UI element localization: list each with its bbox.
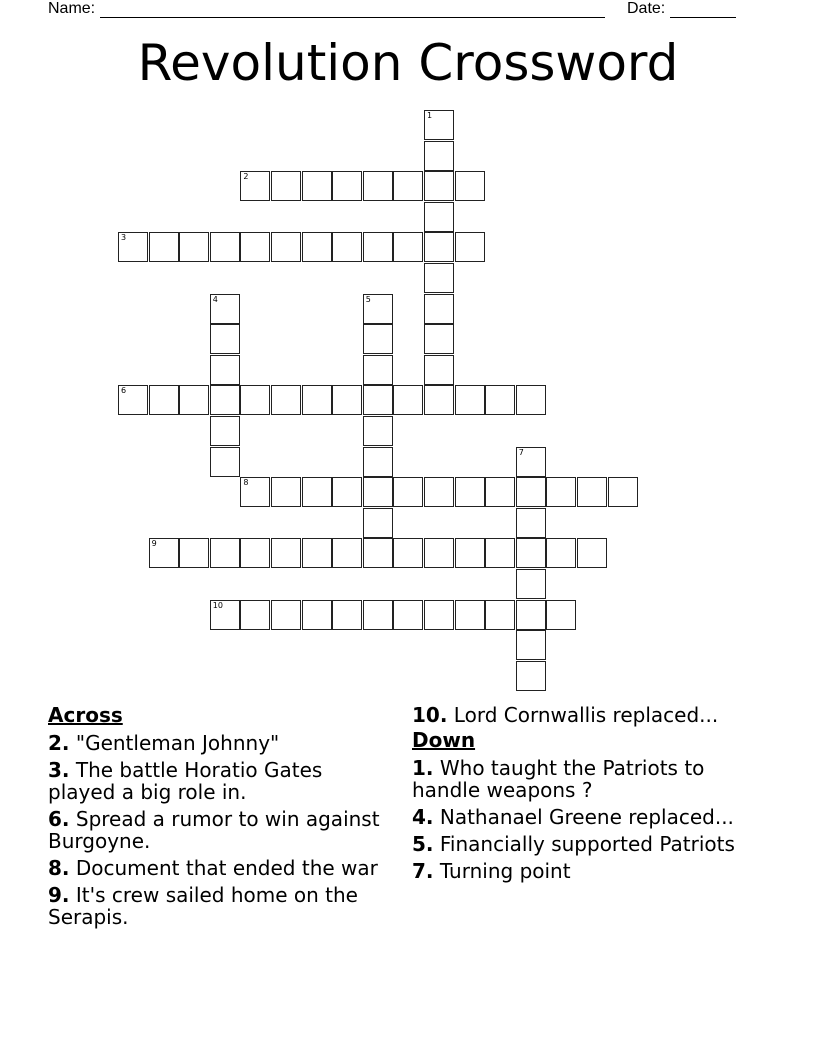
grid-cell[interactable] [455,232,485,262]
clues-column-right [412,704,772,887]
grid-cell[interactable] [332,600,362,630]
grid-cell[interactable] [210,538,240,568]
grid-cell[interactable] [424,477,454,507]
grid-cell[interactable] [516,569,546,599]
cell-number: 2 [243,172,249,182]
grid-cell[interactable] [516,630,546,660]
cell-number: 8 [243,478,249,488]
clue-across-10: 10. Lord Cornwallis replaced... [412,703,719,727]
clue-across-8: 8. Document that ended the war [48,856,378,880]
grid-cell[interactable] [210,416,240,446]
clue-down-4: 4. Nathanael Greene replaced... [412,805,734,829]
grid-cell[interactable] [179,385,209,415]
grid-cell[interactable] [393,232,423,262]
grid-cell[interactable] [516,477,546,507]
page-title: Revolution Crossword [137,34,679,92]
grid-cell[interactable] [118,385,148,415]
grid-cell[interactable] [363,385,393,415]
clue-across-6: 6. Spread a rumor to win against Burgoyne. [48,807,380,853]
grid-cell[interactable] [302,232,332,262]
grid-cell[interactable] [393,171,423,201]
clue-down-7: 7. Turning point [412,859,571,883]
grid-cell[interactable] [485,477,515,507]
grid-cell[interactable] [393,600,423,630]
grid-cell[interactable] [455,171,485,201]
grid-cell[interactable] [271,477,301,507]
grid-cell[interactable] [546,538,576,568]
grid-cell[interactable] [363,324,393,354]
grid-cell[interactable] [332,171,362,201]
grid-cell[interactable] [424,538,454,568]
grid-cell[interactable] [424,600,454,630]
name-label: Name: [48,0,96,17]
grid-cell[interactable] [240,171,270,201]
grid-cell[interactable] [118,232,148,262]
grid-cell[interactable] [424,263,454,293]
grid-cell[interactable] [516,447,546,477]
grid-cell[interactable] [393,477,423,507]
grid-cell[interactable] [210,294,240,324]
grid-cell[interactable] [424,110,454,140]
grid-cell[interactable] [577,538,607,568]
grid-cell[interactable] [210,232,240,262]
grid-cell[interactable] [332,538,362,568]
grid-cell[interactable] [424,385,454,415]
grid-cell[interactable] [516,385,546,415]
grid-cell[interactable] [271,232,301,262]
grid-cell[interactable] [455,600,485,630]
cell-number: 3 [121,233,127,243]
grid-cell[interactable] [455,477,485,507]
grid-cell[interactable] [271,171,301,201]
clue-down-1: 1. Who taught the Patriots to handle weapons ? [412,756,705,802]
grid-cell[interactable] [393,385,423,415]
grid-cell[interactable] [546,477,576,507]
clue-across-3: 3. The battle Horatio Gates played a big role in. [48,758,323,804]
grid-cell[interactable] [363,416,393,446]
grid-cell[interactable] [485,600,515,630]
grid-cell[interactable] [516,538,546,568]
grid-cell[interactable] [240,600,270,630]
grid-cell[interactable] [455,538,485,568]
grid-cell[interactable] [516,508,546,538]
grid-cell[interactable] [149,385,179,415]
clues-column-left [48,704,388,933]
grid-cell[interactable] [210,447,240,477]
across-heading: Across [48,703,123,727]
grid-cell[interactable] [424,202,454,232]
date-label: Date: [627,0,666,17]
grid-cell[interactable] [210,385,240,415]
grid-cell[interactable] [271,538,301,568]
grid-cell[interactable] [363,171,393,201]
grid-cell[interactable] [332,477,362,507]
grid-cell[interactable] [210,355,240,385]
grid-cell[interactable] [149,538,179,568]
cell-number: 10 [212,600,223,610]
grid-cell[interactable] [485,385,515,415]
grid-cell[interactable] [149,232,179,262]
cell-number: 9 [151,539,157,549]
grid-cell[interactable] [363,600,393,630]
grid-cell[interactable] [271,600,301,630]
grid-cell[interactable] [302,385,332,415]
cell-number: 5 [365,294,371,304]
grid-cell[interactable] [302,538,332,568]
down-heading: Down [412,728,476,752]
grid-cell[interactable] [424,141,454,171]
grid-cell[interactable] [424,171,454,201]
grid-cell[interactable] [210,600,240,630]
grid-cell[interactable] [363,508,393,538]
grid-cell[interactable] [240,538,270,568]
grid-cell[interactable] [210,324,240,354]
cell-number: 6 [121,386,127,396]
grid-cell[interactable] [363,447,393,477]
grid-cell[interactable] [516,600,546,630]
grid-cell[interactable] [455,385,485,415]
cell-number: 4 [212,294,218,304]
grid-cell[interactable] [363,477,393,507]
clue-across-9: 9. It's crew sailed home on the Serapis. [48,883,358,929]
grid-cell[interactable] [302,600,332,630]
grid-cell[interactable] [546,600,576,630]
grid-cell[interactable] [332,232,362,262]
clue-down-5: 5. Financially supported Patriots [412,832,735,856]
grid-cell[interactable] [302,477,332,507]
grid-cell[interactable] [424,355,454,385]
grid-cell[interactable] [363,355,393,385]
cell-number: 1 [427,111,433,120]
grid-cell[interactable] [424,294,454,324]
grid-cell[interactable] [424,324,454,354]
grid-cell[interactable] [485,538,515,568]
grid-cell[interactable] [424,232,454,262]
grid-cell[interactable] [393,538,423,568]
grid-cell[interactable] [179,538,209,568]
grid-cell[interactable] [363,294,393,324]
grid-cell[interactable] [363,232,393,262]
grid-cell[interactable] [608,477,638,507]
cell-number: 7 [518,447,524,457]
grid-cell[interactable] [363,538,393,568]
grid-cell[interactable] [516,661,546,691]
grid-cell[interactable] [577,477,607,507]
grid-cell[interactable] [240,232,270,262]
clue-across-2: 2. "Gentleman Johnny" [48,731,280,755]
grid-cell[interactable] [302,171,332,201]
grid-cell[interactable] [332,385,362,415]
grid-cell[interactable] [271,385,301,415]
grid-cell[interactable] [240,385,270,415]
grid-cell[interactable] [179,232,209,262]
grid-cell[interactable] [240,477,270,507]
